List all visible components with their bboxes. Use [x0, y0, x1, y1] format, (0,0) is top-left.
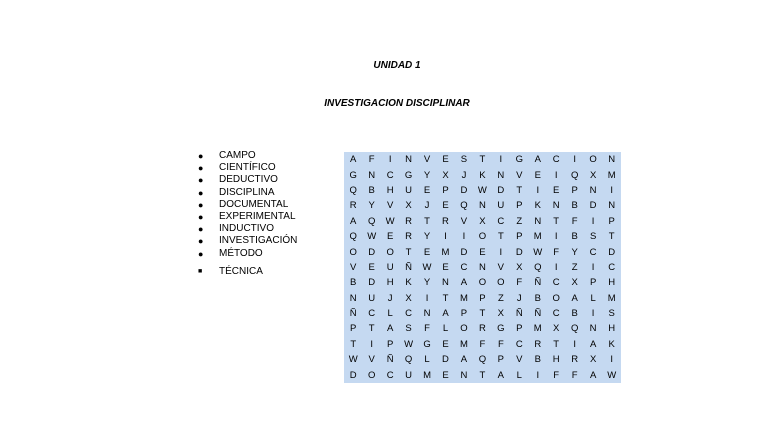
word-label: TÉCNICA	[219, 265, 263, 277]
grid-cell: S	[608, 308, 615, 320]
grid-cell: P	[516, 323, 523, 335]
grid-cell: I	[591, 261, 595, 273]
grid-cell: G	[404, 169, 413, 181]
grid-cell: W	[533, 246, 543, 258]
grid-row	[344, 260, 621, 275]
grid-cell: C	[552, 277, 560, 289]
grid-cell: I	[554, 261, 558, 273]
grid-cell: I	[591, 308, 595, 320]
grid-cell: H	[608, 277, 616, 289]
grid-cell: Q	[349, 184, 357, 196]
grid-cell: E	[423, 184, 431, 196]
word-label: DISCIPLINA	[219, 186, 275, 198]
grid-cell: X	[497, 308, 505, 320]
grid-row	[344, 198, 621, 213]
grid-cell: I	[573, 154, 576, 166]
word-list-item	[198, 235, 297, 247]
grid-cell: I	[536, 369, 540, 381]
grid-cell: I	[370, 338, 373, 350]
grid-cell: C	[497, 215, 505, 227]
grid-cell: T	[553, 215, 560, 227]
grid-cell: L	[424, 354, 430, 366]
grid-cell: T	[424, 215, 430, 227]
grid-cell: W	[367, 231, 377, 243]
grid-cell: F	[571, 369, 578, 381]
grid-cell: N	[552, 200, 560, 212]
grid-cell: Y	[368, 200, 375, 212]
grid-cell: Ñ	[515, 308, 523, 320]
grid-cell: M	[459, 292, 468, 304]
grid-cell: O	[478, 231, 487, 243]
grid-cell: I	[591, 215, 595, 227]
grid-cell: A	[442, 308, 449, 320]
grid-cell: E	[479, 246, 486, 258]
grid-cell: U	[386, 261, 394, 273]
grid-cell: Q	[349, 231, 357, 243]
word-label: INDUCTIVO	[219, 223, 274, 235]
grid-cell: N	[478, 200, 486, 212]
grid-cell: L	[516, 369, 522, 381]
grid-cell: E	[368, 261, 375, 273]
grid-cell: M	[607, 292, 616, 304]
word-list-item	[198, 187, 297, 199]
grid-cell: Y	[423, 169, 431, 181]
grid-cell: P	[589, 277, 597, 289]
grid-cell: N	[534, 215, 542, 227]
grid-cell: X	[571, 277, 578, 289]
grid-cell: T	[350, 338, 357, 350]
grid-cell: N	[589, 323, 597, 335]
grid-cell: Ñ	[405, 261, 413, 273]
grid-cell: A	[589, 369, 597, 381]
word-list-item	[198, 150, 297, 162]
grid-cell: D	[460, 246, 468, 258]
grid-cell: F	[571, 215, 578, 227]
grid-cell: Q	[570, 323, 579, 335]
grid-cell: F	[368, 154, 375, 166]
grid-cell: D	[460, 184, 468, 196]
grid-cell: N	[349, 292, 357, 304]
grid-cell: I	[610, 354, 613, 366]
grid-cell: O	[349, 246, 357, 258]
grid-cell: U	[368, 292, 376, 304]
grid-cell: N	[497, 169, 505, 181]
grid-row	[344, 244, 621, 259]
grid-cell: E	[442, 369, 449, 381]
grid-cell: G	[349, 169, 357, 181]
grid-cell: C	[589, 246, 597, 258]
subject-title: INVESTIGACION DISCIPLINAR	[324, 98, 470, 109]
word-list-item	[198, 199, 297, 211]
grid-cell: V	[460, 215, 468, 227]
grid-cell: I	[425, 292, 429, 304]
grid-cell: W	[607, 369, 617, 381]
grid-row	[344, 152, 621, 167]
grid-cell: B	[350, 277, 357, 289]
bullet-icon: ●	[198, 236, 204, 247]
grid-cell: L	[590, 292, 596, 304]
word-list	[198, 150, 297, 278]
grid-cell: P	[497, 354, 505, 366]
grid-cell: P	[516, 231, 523, 243]
grid-row	[344, 167, 621, 182]
grid-cell: T	[442, 292, 449, 304]
bullet-icon: ●	[198, 224, 204, 235]
grid-cell: Q	[534, 261, 542, 273]
grid-cell: A	[460, 277, 468, 289]
grid-cell: S	[460, 154, 468, 166]
grid-cell: W	[422, 261, 432, 273]
grid-cell: N	[405, 154, 413, 166]
grid-cell: A	[571, 292, 578, 304]
grid-cell: O	[386, 246, 394, 258]
grid-cell: E	[442, 338, 449, 350]
grid-cell: M	[423, 369, 431, 381]
grid-row	[344, 214, 621, 229]
grid-row	[344, 229, 621, 244]
grid-cell: M	[441, 246, 450, 258]
grid-cell: B	[368, 184, 375, 196]
grid-cell: I	[554, 231, 558, 243]
grid-cell: P	[479, 292, 486, 304]
grid-cell: K	[534, 200, 541, 212]
grid-cell: P	[571, 184, 578, 196]
grid-cell: V	[350, 261, 357, 273]
grid-cell: A	[350, 215, 357, 227]
grid-cell: P	[350, 323, 357, 335]
grid-cell: C	[460, 261, 468, 273]
grid-cell: F	[479, 338, 486, 350]
grid-cell: T	[516, 184, 523, 196]
grid-cell: F	[553, 369, 560, 381]
word-label: INVESTIGACIÓN	[219, 235, 298, 247]
grid-cell: V	[516, 169, 523, 181]
grid-cell: E	[386, 231, 394, 243]
grid-row	[344, 275, 621, 290]
grid-cell: N	[608, 200, 616, 212]
grid-cell: W	[385, 215, 395, 227]
grid-cell: B	[534, 354, 541, 366]
grid-cell: G	[497, 323, 505, 335]
grid-cell: A	[589, 338, 597, 350]
grid-cell: C	[386, 169, 394, 181]
grid-cell: X	[405, 292, 412, 304]
grid-cell: Ñ	[534, 308, 542, 320]
grid-cell: X	[405, 200, 412, 212]
word-label: DEDUCTIVO	[219, 174, 278, 186]
grid-cell: G	[423, 338, 431, 350]
grid-cell: R	[571, 354, 579, 366]
grid-cell: I	[388, 154, 392, 166]
grid-cell: R	[405, 231, 413, 243]
grid-cell: A	[386, 323, 394, 335]
grid-cell: Ñ	[349, 308, 357, 320]
grid-cell: B	[571, 200, 578, 212]
grid-cell: X	[589, 354, 597, 366]
grid-cell: O	[367, 369, 376, 381]
grid-cell: T	[405, 246, 412, 258]
word-label: CIENTÍFICO	[219, 162, 276, 174]
grid-cell: D	[497, 184, 505, 196]
grid-cell: O	[478, 277, 487, 289]
grid-cell: A	[350, 154, 357, 166]
grid-cell: I	[610, 184, 613, 196]
bullet-icon: ●	[198, 248, 204, 259]
grid-cell: E	[442, 261, 449, 273]
grid-cell: E	[534, 169, 541, 181]
grid-cell: X	[553, 323, 560, 335]
grid-row	[344, 337, 621, 352]
grid-cell: T	[553, 338, 560, 350]
word-list-item	[198, 223, 297, 235]
grid-cell: P	[442, 184, 449, 196]
bullet-icon: ●	[198, 187, 204, 198]
grid-cell: A	[497, 369, 505, 381]
grid-cell: C	[368, 308, 376, 320]
grid-cell: K	[405, 277, 412, 289]
grid-cell: Y	[571, 246, 578, 258]
grid-cell: P	[460, 308, 468, 320]
grid-cell: L	[387, 308, 393, 320]
grid-cell: J	[387, 292, 393, 304]
grid-cell: H	[608, 323, 616, 335]
word-list-item	[198, 211, 297, 223]
bullet-icon: ●	[198, 163, 204, 174]
grid-cell: W	[477, 184, 487, 196]
grid-cell: I	[499, 154, 503, 166]
grid-cell: M	[607, 169, 616, 181]
grid-cell: X	[442, 169, 449, 181]
grid-cell: X	[589, 169, 597, 181]
grid-cell: J	[516, 292, 522, 304]
grid-cell: N	[478, 261, 486, 273]
grid-cell: E	[553, 184, 560, 196]
grid-cell: R	[478, 323, 486, 335]
grid-cell: A	[534, 154, 541, 166]
grid-cell: T	[479, 154, 486, 166]
grid-cell: D	[589, 200, 597, 212]
word-list-item	[198, 248, 297, 260]
grid-cell: X	[516, 261, 523, 273]
word-label: MÉTODO	[219, 247, 263, 259]
grid-cell: Z	[571, 261, 578, 273]
grid-cell: I	[444, 231, 447, 243]
grid-cell: Ñ	[534, 277, 542, 289]
grid-cell: N	[608, 154, 616, 166]
grid-cell: F	[516, 277, 523, 289]
grid-cell: T	[368, 323, 375, 335]
grid-cell: W	[404, 338, 414, 350]
grid-cell: P	[608, 215, 615, 227]
grid-cell: T	[479, 369, 486, 381]
grid-cell: V	[516, 354, 523, 366]
grid-cell: R	[442, 215, 449, 227]
grid-cell: Ñ	[386, 354, 394, 366]
bullet-icon: ●	[198, 199, 204, 210]
grid-cell: U	[405, 369, 413, 381]
grid-cell: D	[442, 354, 449, 366]
word-label: CAMPO	[219, 150, 256, 162]
grid-cell: T	[479, 308, 486, 320]
grid-cell: I	[536, 184, 540, 196]
grid-cell: Q	[460, 200, 468, 212]
grid-cell: D	[608, 246, 616, 258]
grid-cell: F	[424, 323, 430, 335]
grid-cell: R	[349, 200, 357, 212]
grid-cell: J	[461, 169, 467, 181]
grid-row	[344, 306, 621, 321]
grid-cell: Q	[570, 169, 579, 181]
grid-cell: C	[386, 369, 394, 381]
grid-row	[344, 352, 621, 367]
grid-cell: I	[554, 169, 558, 181]
grid-cell: I	[573, 338, 576, 350]
bullet-icon: ●	[198, 175, 204, 186]
grid-cell: V	[386, 200, 394, 212]
grid-cell: Q	[478, 354, 487, 366]
grid-cell: N	[423, 308, 431, 320]
grid-cell: E	[442, 200, 449, 212]
grid-cell: O	[460, 323, 468, 335]
grid-cell: O	[589, 154, 597, 166]
bullet-icon: ■	[198, 267, 203, 275]
grid-cell: D	[368, 246, 376, 258]
grid-cell: X	[479, 215, 486, 227]
grid-cell: F	[553, 246, 560, 258]
grid-cell: S	[405, 323, 412, 335]
grid-cell: A	[460, 354, 468, 366]
word-label: EXPERIMENTAL	[219, 211, 296, 223]
grid-cell: C	[608, 261, 616, 273]
grid-cell: P	[386, 338, 394, 350]
grid-cell: D	[349, 369, 357, 381]
grid-cell: L	[442, 323, 449, 335]
grid-cell: D	[368, 277, 376, 289]
word-label: DOCUMENTAL	[219, 198, 289, 210]
word-list-item	[198, 162, 297, 174]
grid-cell: H	[552, 354, 560, 366]
grid-cell: I	[499, 246, 503, 258]
grid-row	[344, 183, 621, 198]
unit-title: UNIDAD 1	[373, 60, 421, 71]
grid-cell: E	[442, 154, 449, 166]
grid-cell: T	[608, 231, 615, 243]
grid-cell: I	[462, 231, 466, 243]
grid-cell: C	[405, 308, 413, 320]
grid-cell: R	[405, 215, 413, 227]
grid-cell: Q	[404, 354, 413, 366]
grid-cell: V	[368, 354, 375, 366]
grid-cell: M	[533, 323, 542, 335]
grid-row	[344, 321, 621, 336]
grid-cell: E	[423, 246, 431, 258]
grid-cell: V	[423, 154, 431, 166]
grid-cell: U	[405, 184, 413, 196]
bullet-icon: ●	[198, 151, 204, 162]
grid-cell: R	[534, 338, 542, 350]
grid-cell: H	[386, 277, 394, 289]
grid-cell: G	[515, 154, 523, 166]
grid-cell: N	[442, 277, 449, 289]
grid-cell: O	[552, 292, 560, 304]
word-search-grid	[344, 152, 621, 383]
grid-cell: C	[515, 338, 523, 350]
grid-cell: M	[459, 338, 468, 350]
grid-row	[344, 291, 621, 306]
grid-cell: V	[497, 261, 505, 273]
grid-cell: Y	[423, 231, 431, 243]
bullet-icon: ●	[198, 212, 204, 223]
grid-cell: U	[497, 200, 505, 212]
grid-cell: Z	[497, 292, 504, 304]
grid-row	[344, 367, 621, 382]
grid-cell: Y	[423, 277, 431, 289]
grid-cell: N	[589, 184, 597, 196]
grid-cell: C	[552, 308, 560, 320]
grid-cell: K	[608, 338, 615, 350]
grid-cell: M	[533, 231, 542, 243]
word-list-item	[198, 266, 297, 278]
grid-cell: S	[589, 231, 597, 243]
grid-cell: H	[386, 184, 394, 196]
grid-cell: Z	[516, 215, 523, 227]
grid-cell: W	[348, 354, 358, 366]
grid-cell: F	[497, 338, 504, 350]
grid-cell: B	[571, 231, 578, 243]
grid-cell: T	[497, 231, 504, 243]
grid-cell: K	[479, 169, 486, 181]
grid-cell: N	[460, 369, 468, 381]
grid-cell: B	[571, 308, 578, 320]
grid-cell: B	[534, 292, 541, 304]
grid-cell: N	[368, 169, 376, 181]
grid-cell: J	[424, 200, 430, 212]
grid-cell: D	[515, 246, 523, 258]
grid-cell: Q	[367, 215, 376, 227]
grid-cell: P	[516, 200, 523, 212]
word-list-item	[198, 174, 297, 186]
grid-cell: C	[552, 154, 560, 166]
grid-cell: O	[497, 277, 505, 289]
